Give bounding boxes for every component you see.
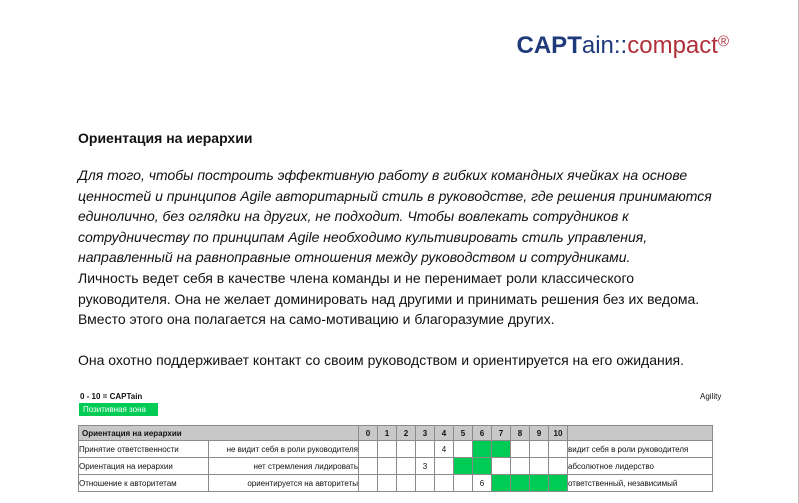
scale-cell bbox=[549, 458, 568, 475]
table-header-row bbox=[79, 426, 713, 441]
scale-tick: 9 bbox=[530, 426, 549, 441]
score-value: 3 bbox=[422, 461, 428, 471]
row-right-description: ответственный, независимый bbox=[568, 475, 713, 492]
scale-cell bbox=[397, 475, 416, 492]
scale-cell bbox=[435, 475, 454, 492]
logo-part-3: compact bbox=[627, 32, 718, 59]
scale-tick: 7 bbox=[492, 426, 511, 441]
scale-label: 0 - 10 = CAPTain bbox=[80, 392, 143, 401]
scale-cell bbox=[492, 458, 511, 475]
scale-tick: 5 bbox=[454, 426, 473, 441]
section-title: Ориентация на иерархии bbox=[78, 130, 253, 146]
scale-cell bbox=[359, 475, 378, 492]
scale-cell bbox=[435, 458, 454, 475]
logo-part-1: CAPT bbox=[516, 32, 582, 59]
table-row bbox=[79, 441, 713, 458]
row-name: Отношение к авторитетам bbox=[79, 475, 209, 492]
positive-zone-cell bbox=[473, 458, 492, 475]
scale-tick: 1 bbox=[378, 426, 397, 441]
scale-cell bbox=[378, 458, 397, 475]
positive-zone-legend: Позитивная зона bbox=[79, 403, 158, 416]
row-left-description: ориентируется на авторитеты bbox=[209, 475, 359, 492]
score-value: 4 bbox=[441, 444, 447, 454]
scale-cell bbox=[454, 475, 473, 492]
scale-cell bbox=[397, 441, 416, 458]
scale-cell bbox=[416, 475, 435, 492]
scale-cell bbox=[416, 441, 435, 458]
table-row bbox=[79, 475, 713, 492]
row-name: Ориентация на иерархии bbox=[79, 458, 209, 475]
scale-cell bbox=[397, 458, 416, 475]
scale-tick: 10 bbox=[549, 426, 568, 441]
positive-zone-cell bbox=[511, 475, 530, 492]
scale-cell bbox=[511, 441, 530, 458]
intro-paragraph: Для того, чтобы построить эффективную работу в гибких командных ячейках на основе ценностей и принципов Agile авторитарный стиль в руководстве, где решения принимаются единолично, без оглядки на других, не подходит. Чтобы вовлекать сотрудников к сотрудничеству по принципам Agile необходимо культивировать стиль управления, направленный на равноправные отношения между руководством и сотрудниками. bbox=[78, 167, 712, 265]
scale-cell bbox=[511, 458, 530, 475]
scale-tick: 3 bbox=[416, 426, 435, 441]
scale-cell bbox=[530, 441, 549, 458]
logo-part-2: ain:: bbox=[581, 32, 628, 59]
scale-tick: 4 bbox=[435, 426, 454, 441]
registered-mark: ® bbox=[717, 33, 729, 50]
scale-cell bbox=[435, 441, 454, 458]
table-header-title: Ориентация на иерархии bbox=[79, 426, 359, 441]
scale-tick: 2 bbox=[397, 426, 416, 441]
positive-zone-cell bbox=[492, 475, 511, 492]
scale-cell bbox=[378, 475, 397, 492]
scale-cell bbox=[530, 458, 549, 475]
body-paragraph-1: Личность ведет себя в качестве члена команды и не перенимает роли классического руководителя. Она не желает доминировать над другими и принимать решения без их ведома. Вместо этого она полагается на само-мотивацию и благоразумие других. bbox=[78, 270, 700, 327]
scale-cell bbox=[416, 458, 435, 475]
positive-zone-cell bbox=[492, 441, 511, 458]
table-header-blank bbox=[568, 426, 713, 441]
positive-zone-cell bbox=[530, 475, 549, 492]
row-right-description: абсолютное лидерство bbox=[568, 458, 713, 475]
scale-tick: 6 bbox=[473, 426, 492, 441]
scale-tick: 0 bbox=[359, 426, 378, 441]
row-name: Принятие ответственности bbox=[79, 441, 209, 458]
positive-zone-cell bbox=[454, 458, 473, 475]
body-paragraph-2: Она охотно поддерживает контакт со своим руководством и ориентируется на его ожидания. bbox=[78, 352, 685, 368]
row-right-description: видит себя в роли руководителя bbox=[568, 441, 713, 458]
scale-cell bbox=[378, 441, 397, 458]
scale-cell bbox=[473, 475, 492, 492]
agility-label: Agility bbox=[700, 392, 722, 401]
positive-zone-cell bbox=[549, 475, 568, 492]
scale-cell bbox=[549, 441, 568, 458]
row-left-description: нет стремления лидировать bbox=[209, 458, 359, 475]
scale-cell bbox=[359, 458, 378, 475]
captain-compact-logo bbox=[517, 30, 729, 62]
row-left-description: не видит себя в роли руководителя bbox=[209, 441, 359, 458]
table-row bbox=[79, 458, 713, 475]
score-value: 6 bbox=[479, 478, 485, 488]
hierarchy-scale-table bbox=[78, 425, 713, 492]
scale-tick: 8 bbox=[511, 426, 530, 441]
scale-cell bbox=[454, 441, 473, 458]
positive-zone-cell bbox=[473, 441, 492, 458]
scale-cell bbox=[359, 441, 378, 458]
